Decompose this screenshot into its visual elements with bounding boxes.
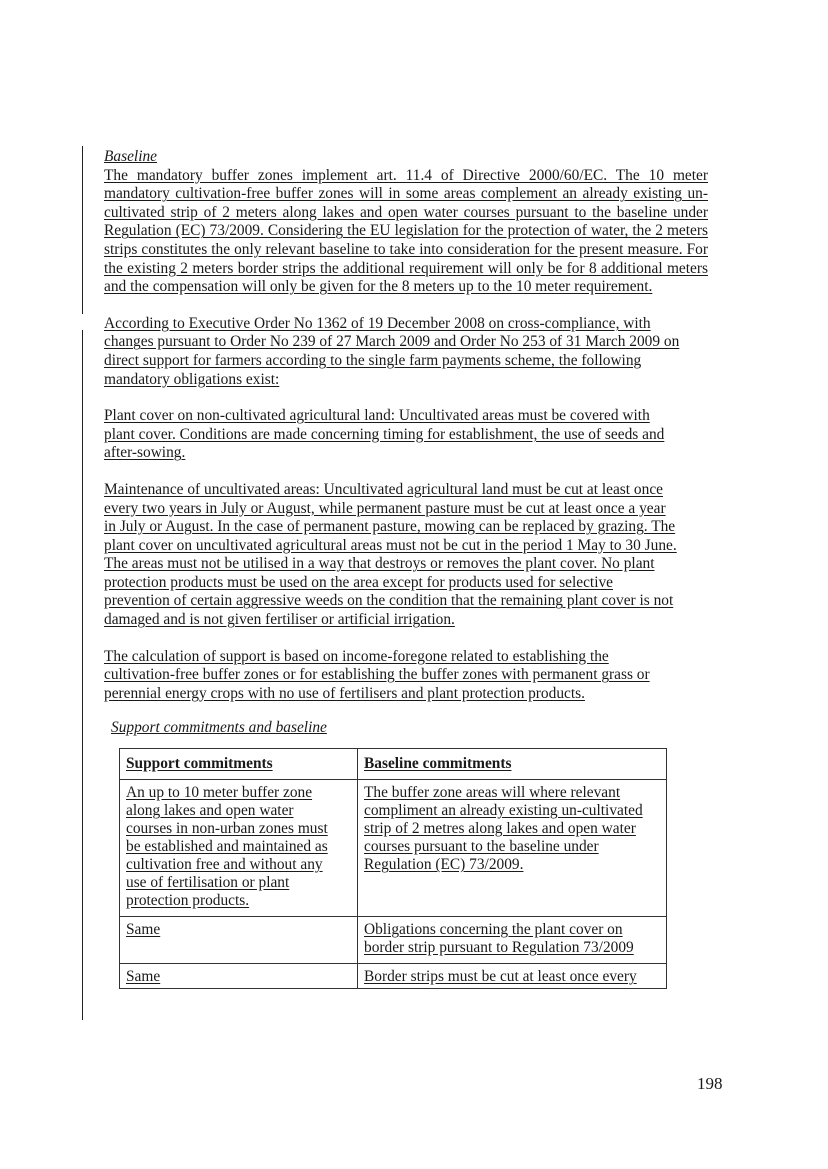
text-line: every two years in July or August, while permanent pasture must be cut at least once a year [104, 499, 666, 517]
table-header-row [120, 749, 667, 780]
support-cell [120, 917, 358, 964]
baseline-cell [358, 964, 667, 989]
text-line: cultivation-free buffer zones or for establishing the buffer zones with permanent grass or [104, 666, 650, 684]
plant-cover-paragraph [104, 407, 708, 463]
cell-line: courses in non-urban zones must [126, 820, 328, 838]
commitments-table [119, 748, 667, 989]
baseline-cell [358, 780, 667, 917]
cell-line: Same [126, 968, 161, 986]
text-line: prevention of certain aggressive weeds on the condition that the remaining plant cover is not [104, 592, 674, 610]
text-line: mandatory obligations exist: [104, 370, 280, 388]
text-line: protection products must be used on the area except for products used for selective [104, 573, 614, 591]
table-row [120, 917, 667, 964]
maintenance-paragraph [104, 481, 708, 630]
cell-line: border strip pursuant to Regulation 73/2009 [364, 939, 634, 957]
support-cell [120, 964, 358, 989]
cell-line: courses pursuant to the baseline under [364, 838, 599, 856]
baseline-paragraph: The mandatory buffer zones implement art. 11.4 of Directive 2000/60/EC. The 10 meter mandatory cultivation-free buffer zones will in some areas complement an already existing un-cultivated strip of 2 meters along lakes and open water courses pursuant to the baseline under Regulation (EC) 73/2009. Considering the EU legislation for the protection of water, the 2 meters strips constitutes the only relevant baseline to take into consideration for the present measure. For the existing 2 meters border strips the additional requirement will only be for 8 additional meters and the compensation will only be given for the 8 meters up to the 10 meter requirement. [104, 166, 708, 296]
document-body [104, 148, 708, 989]
text-line: damaged and is not given fertiliser or artificial irrigation. [104, 611, 455, 629]
text-line: plant cover. Conditions are made concerning timing for establishment, the use of seeds and [104, 425, 665, 443]
column-header: Baseline commitments [358, 749, 667, 780]
cell-line: Same [126, 921, 161, 939]
calculation-paragraph [104, 648, 708, 704]
text-line: in July or August. In the case of permanent pasture, mowing can be replaced by grazing. The [104, 518, 676, 536]
text-line: after-sowing. [104, 444, 186, 462]
cell-line: be established and maintained as [126, 838, 328, 856]
baseline-heading: Baseline [104, 148, 157, 165]
margin-change-bar [82, 330, 83, 1020]
cell-line: An up to 10 meter buffer zone [126, 784, 313, 802]
cell-line: Border strips must be cut at least once every [364, 968, 637, 986]
column-header: Support commitments [120, 749, 358, 780]
support-cell [120, 780, 358, 917]
page-number: 198 [697, 1074, 723, 1093]
table-row [120, 964, 667, 989]
text-line: The calculation of support is based on income-foregone related to establishing the [104, 647, 609, 665]
text-line: Plant cover on non-cultivated agricultural land: Uncultivated areas must be covered with [104, 407, 650, 425]
text-line: The areas must not be utilised in a way that destroys or removes the plant cover. No plant [104, 555, 655, 573]
cell-line: use of fertilisation or plant [126, 874, 290, 892]
cell-line: The buffer zone areas will where relevant [364, 784, 621, 802]
cell-line: Regulation (EC) 73/2009. [364, 856, 524, 874]
text-line: direct support for farmers according to the single farm payments scheme, the following [104, 351, 642, 369]
cell-line: compliment an already existing un-cultivated [364, 802, 643, 820]
support-commitments-heading: Support commitments and baseline [111, 719, 327, 737]
margin-change-bar [82, 146, 83, 314]
executive-order-paragraph [104, 315, 708, 389]
cell-line: protection products. [126, 892, 250, 910]
text-line: plant cover on uncultivated agricultural areas must not be cut in the period 1 May to 30 June. [104, 536, 677, 554]
baseline-cell [358, 917, 667, 964]
cell-line: along lakes and open water [126, 802, 294, 820]
text-line: According to Executive Order No 1362 of 19 December 2008 on cross-compliance, with [104, 314, 651, 332]
cell-line: Obligations concerning the plant cover on [364, 921, 623, 939]
cell-line: strip of 2 metres along lakes and open water [364, 820, 636, 838]
text-line: changes pursuant to Order No 239 of 27 March 2009 and Order No 253 of 31 March 2009 on [104, 333, 680, 351]
cell-line: cultivation free and without any [126, 856, 323, 874]
text-line: perennial energy crops with no use of fertilisers and plant protection products. [104, 684, 585, 702]
table-row [120, 780, 667, 917]
text-line: Maintenance of uncultivated areas: Uncultivated agricultural land must be cut at least once [104, 480, 663, 498]
